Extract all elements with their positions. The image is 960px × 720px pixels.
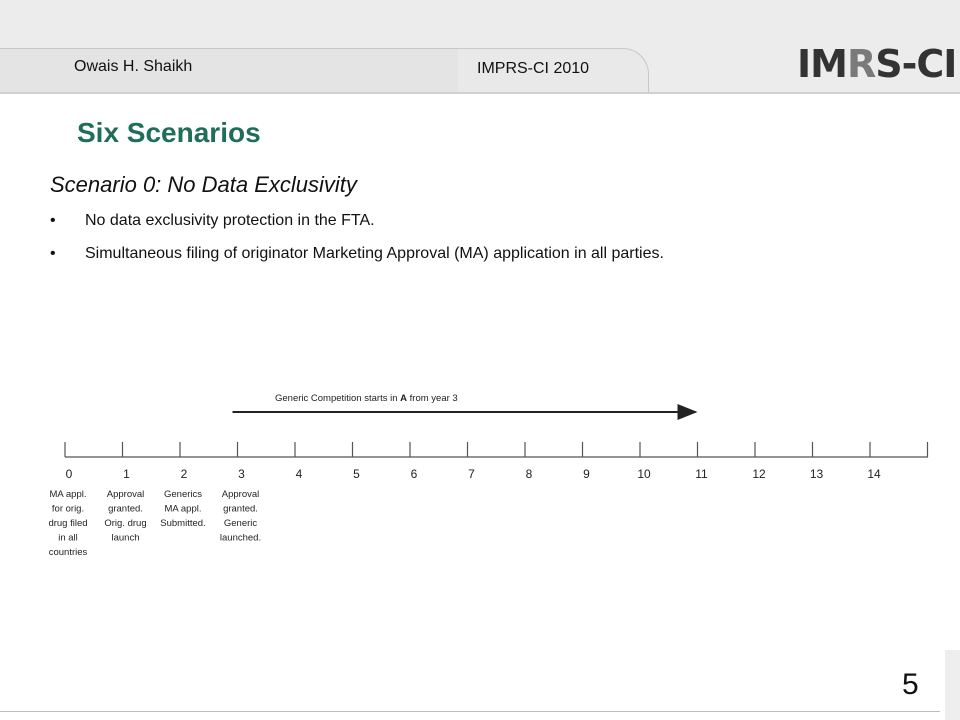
annotation-line: granted. [108, 503, 143, 515]
year-label: 7 [468, 467, 475, 481]
year-label: 10 [637, 467, 651, 481]
annotation-line: drug filed [48, 518, 88, 529]
logo-part-right: S-CI [875, 42, 957, 86]
right-edge-strip [945, 650, 960, 720]
bullet-item [50, 212, 375, 230]
header-divider [0, 92, 960, 94]
annotation-line: MA appl. [164, 503, 202, 515]
bullet-text: Simultaneous filing of originator Marketing Approval (MA) application in all parties. [85, 245, 664, 262]
year-label: 0 [65, 467, 73, 481]
annotation-line: Generic [223, 518, 258, 529]
bullet-dot-icon: • [50, 245, 56, 262]
logo-part-left: IM [797, 42, 847, 86]
author-name: Owais H. Shaikh [74, 58, 193, 75]
annotation-line: in all [58, 532, 78, 544]
annotation-line: countries [48, 547, 88, 558]
year-label: 2 [180, 467, 188, 481]
year-label: 11 [695, 467, 708, 481]
year-label: 5 [353, 467, 360, 481]
bullet-text: No data exclusivity protection in the FTA. [85, 212, 375, 229]
year-label: 3 [238, 467, 245, 481]
annotation-line: Submitted. [160, 518, 206, 529]
year-label: 9 [583, 467, 590, 481]
annotation-line: for orig. [51, 503, 85, 515]
year-label-group [66, 467, 881, 481]
footer-line [0, 711, 940, 712]
year-label: 13 [809, 467, 824, 481]
conference-name: IMPRS-CI 2010 [477, 60, 590, 77]
annotation-line: granted. [223, 503, 258, 515]
arrow-label: Generic Competition starts in A from year 3 [275, 393, 458, 404]
annotation-line: Approval [106, 489, 145, 500]
timeline-diagram [0, 380, 960, 570]
scenario-subtitle: Scenario 0: No Data Exclusivity [50, 172, 357, 197]
logo-part-accent: R [846, 42, 876, 86]
year-label: 1 [123, 467, 130, 481]
bullet-dot-icon: • [50, 212, 56, 229]
annotation-line: Orig. drug [104, 518, 147, 529]
year-label: 6 [410, 467, 418, 481]
bullet-item [50, 245, 664, 263]
annotation-line: Generics [163, 489, 203, 500]
annotation-line: MA appl. [49, 489, 87, 500]
tick-group [65, 442, 928, 457]
year-label: 12 [752, 467, 766, 481]
annotation-line: Approval [221, 489, 260, 500]
year-label: 8 [525, 467, 533, 481]
author-tab [0, 48, 459, 93]
slide-title: Six Scenarios [77, 117, 261, 148]
annotation-group [48, 489, 261, 558]
page-number: 5 [902, 668, 919, 701]
annotation-line: launch [111, 532, 140, 544]
imprs-logo [797, 42, 956, 86]
year-label: 14 [867, 467, 881, 481]
year-label: 4 [295, 467, 303, 481]
annotation-line: launched. [219, 532, 262, 544]
